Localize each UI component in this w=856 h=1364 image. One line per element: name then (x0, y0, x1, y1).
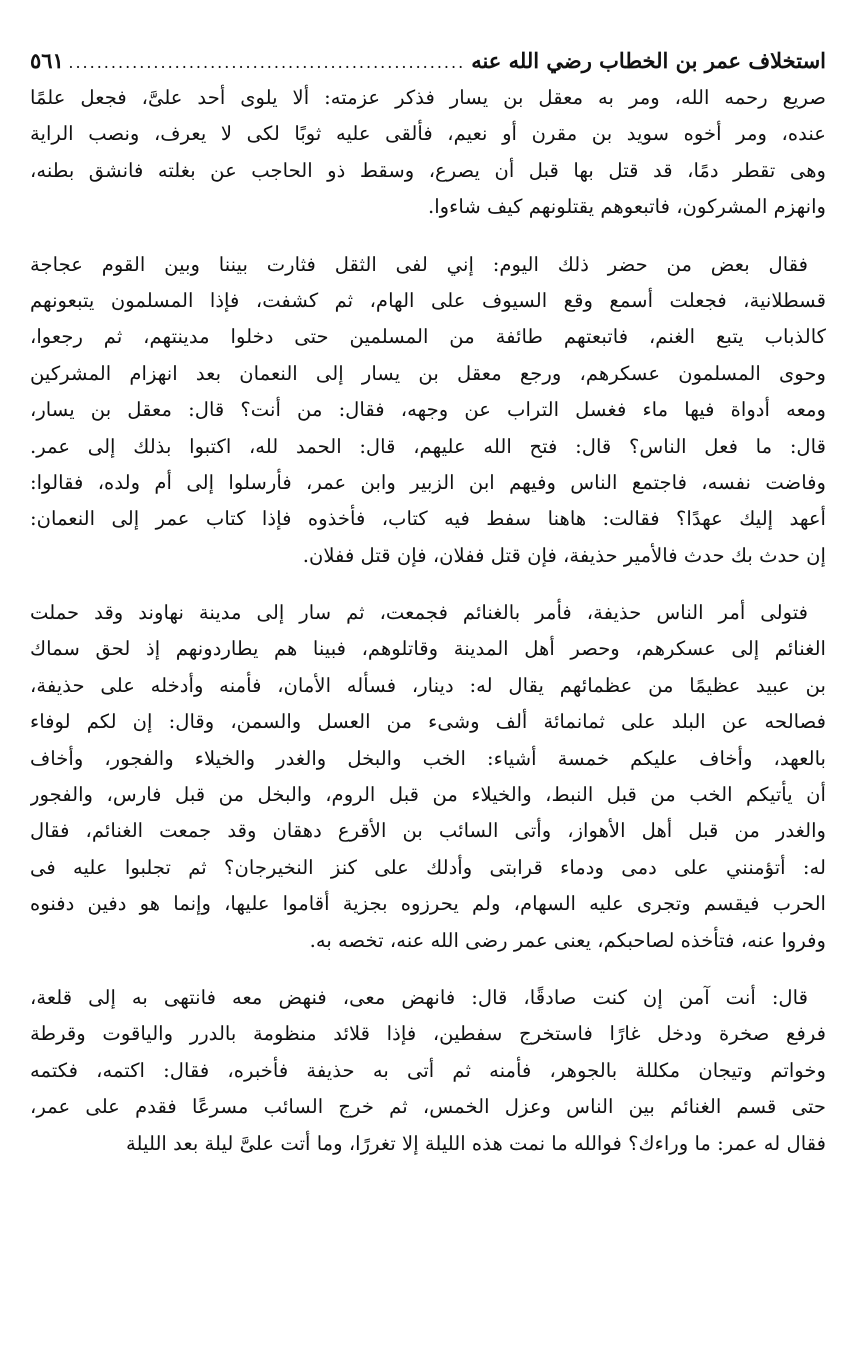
text-line: وانهزم المشركون، فاتبعوهم يقتلونهم كيف شاءوا. (428, 195, 826, 219)
text-line: فرفع صخرة ودخل غارًا فاستخرج سفطين، فإذا قلائد منظومة بالدرر والياقوت وقرطة (30, 1022, 826, 1046)
text-line: بالعهد، وأخاف عليكم خمسة أشياء: الخب والبخل والغدر والخيلاء والفجور، وأخاف (30, 746, 826, 770)
text-line: وفاضت نفسه، فاجتمع الناس وفيهم ابن الزبير وابن عمر، فأرسلوا إلى أم ولده، فقالوا: (30, 470, 826, 494)
text-line: أعهد إليك عهدًا؟ فقالت: هاهنا سفط فيه كتاب، فأخذوه فإذا كتاب عمر إلى النعمان: (30, 507, 826, 531)
text-line: فتولى أمر الناس حذيفة، فأمر بالغنائم فجمعت، ثم سار إلى مدينة نهاوند وقد حملت (30, 601, 808, 625)
text-line: الحرب فيقسم وتجرى عليه السهام، ولم يحرزوه بجزية أقاموا عليها، وإنما هو دفين دفنوه (30, 892, 826, 916)
text-line: حتى قسم الغنائم بين الناس وعزل الخمس، ثم خرج السائب مسرعًا فقدم على عمر، (30, 1095, 826, 1119)
text-line: بن عبيد عظيمًا من عظمائهم يقال له: دينار، فسأله الأمان، فأمنه وأدخله على حذيفة، (30, 673, 826, 697)
text-line: فقال بعض من حضر ذلك اليوم: إني لفى الثقل فثارت بيننا وبين القوم عجاجة (30, 252, 808, 276)
header-leader-dots (70, 46, 465, 80)
paragraph (30, 247, 826, 575)
text-line: قال: ما فعل الناس؟ قال: فتح الله عليهم، قال: الحمد لله، اكتبوا بذلك إلى عمر. (30, 434, 826, 458)
body-text (30, 80, 826, 1162)
running-header (30, 44, 826, 78)
text-line: له: أتؤمنني على دمى ودماء قرابتى وأدلك على كنز النخيرجان؟ ثم تجلبوا عليه فى (30, 855, 826, 879)
text-line: قسطلانية، فجعلت أسمع وقع السيوف على الهام، ثم كشفت، فإذا المسلمون يتبعونهم (30, 288, 826, 312)
text-line: ومعه أدواة فيها ماء فغسل التراب عن وجهه، فقال: من أنت؟ قال: معقل بن يسار، (30, 398, 826, 422)
text-line: فصالحه عن البلد على ثمانمائة ألف وشىء من العسل والسمن، وقال: إن لكم لوفاء (30, 710, 826, 734)
text-line: إن حدث بك حدث فالأمير حذيفة، فإن قتل ففلان، فإن قتل ففلان. (302, 543, 826, 567)
running-title: استخلاف عمر بن الخطاب رضي الله عنه (471, 48, 826, 73)
text-line: وحوى المسلمون عسكرهم، ورجع معقل بن يسار إلى النعمان بعد انهزام المشركين (30, 361, 826, 385)
paragraph (30, 80, 826, 226)
text-line: وخواتم وتيجان مكللة بالجوهر، فأمنه ثم أتى به حذيفة فأخبره، فقال: اكتمه، فكتمه (30, 1058, 826, 1082)
text-line: الغنائم إلى عسكرهم، وحصر أهل المدينة وقاتلوهم، فبينا هم يطاردونهم إذ لحق سماك (30, 637, 826, 661)
paragraph (30, 980, 826, 1162)
text-line: وهى تقطر دمًا، قد قتل بها قبل أن يصرع، وسقط ذو الحاجب عن بغلته فانشق بطنه، (30, 158, 826, 182)
paragraph (30, 595, 826, 959)
text-line: عنده، ومر أخوه سويد بن مقرن أو نعيم، فألقى عليه ثوبًا لكى لا يعرف، ونصب الراية (30, 122, 826, 146)
text-line: وفروا عنه، فتأخذه لصاحبكم، يعنى عمر رضى الله عنه، تخصه به. (309, 928, 826, 952)
text-line: كالذباب يتبع الغنم، فاتبعتهم طائفة من المسلمين حتى دخلوا مدينتهم، ثم رجعوا، (30, 325, 826, 349)
text-line: فقال له عمر: ما وراءك؟ فوالله ما نمت هذه الليلة إلا تغررًا، وما أتت علىَّ ليلة بعد الليلة (126, 1131, 826, 1155)
text-line: قال: أنت آمن إن كنت صادقًا، قال: فانهض معى، فنهض معه فانتهى به إلى قلعة، (30, 985, 808, 1009)
text-line: والغدر من قبل أهل الأهواز، وأتى السائب بن الأقرع دهقان وقد جمعت الغنائم، فقال (30, 819, 826, 843)
text-line: صريع رحمه الله، ومر به معقل بن يسار فذكر عزمته: ألا يلوى أحد علىَّ، فجعل علمًا (30, 86, 826, 109)
page-number: ٥٦١ (30, 48, 64, 73)
text-line: أن يأتيكم الخب من قبل النبط، والخيلاء من قبل الروم، والبخل من قبل فارس، والفجور (30, 783, 826, 807)
